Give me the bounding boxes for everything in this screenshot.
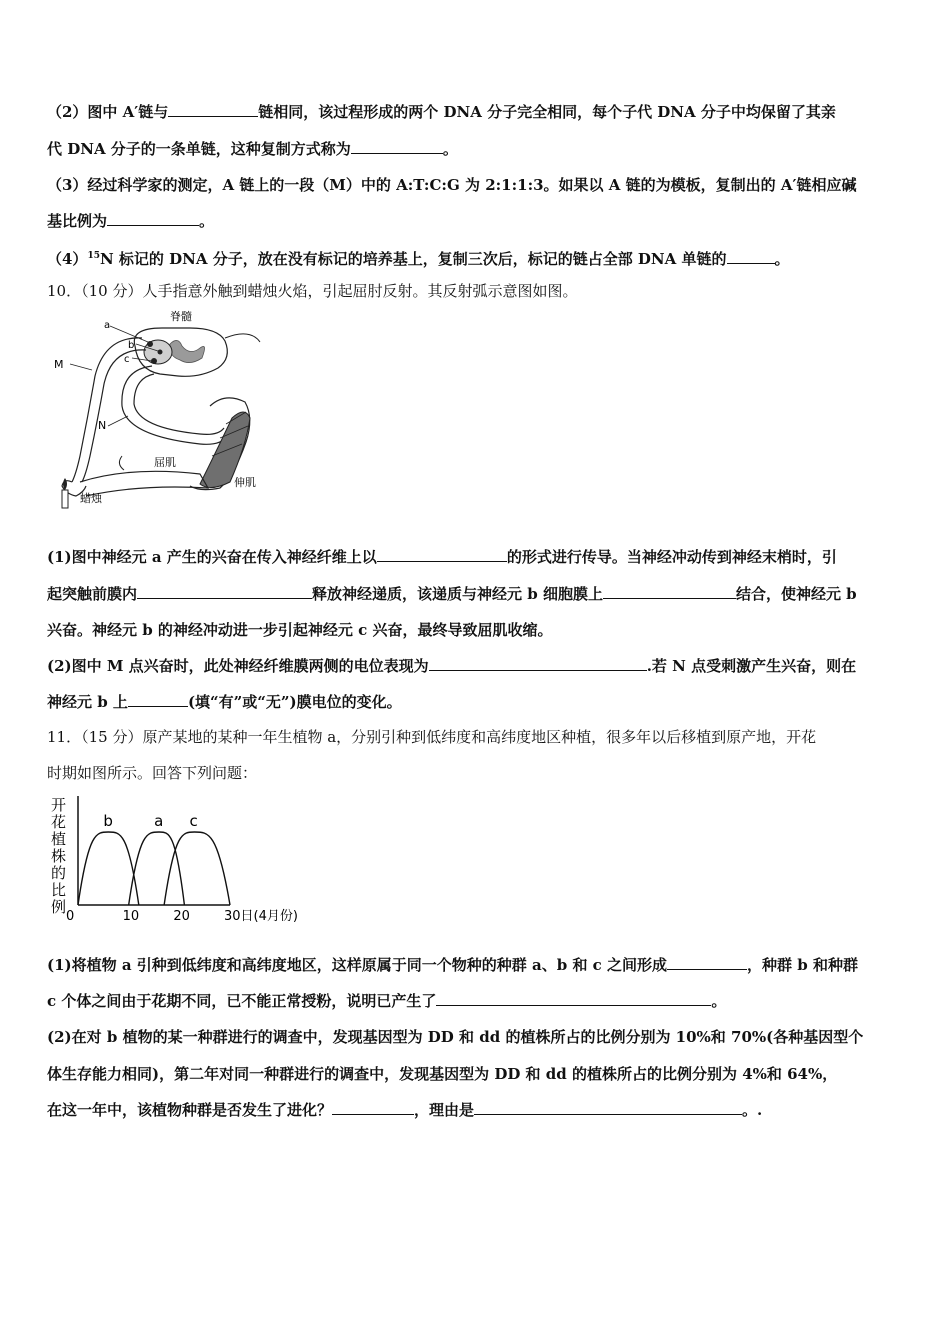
q11-sub1-line1: (1)将植物 a 引种到低纬度和高纬度地区，这样原属于同一个物种的种群 a、b 和 c 之间形成 ，种群 b 和种群 — [47, 956, 858, 974]
answer-blank[interactable] — [351, 139, 443, 154]
q9-part2-line1: （2）图中 A′链与 链相同，该过程形成的两个 DNA 分子完全相同，每个子代 DNA 分子中均保留了其亲 — [47, 103, 836, 121]
series-label-b: b — [103, 812, 113, 830]
answer-blank[interactable] — [603, 584, 736, 599]
q9-part3-line1: （3）经过科学家的测定，A 链上的一段（M）中的 A:T:C:G 为 2:1:1:3。如果以 A 链的为模板，复制出的 A′链相应碱 — [47, 176, 857, 194]
x-tick-label: 20 — [173, 909, 190, 924]
reflex-arc-diagram — [50, 306, 280, 512]
answer-blank[interactable] — [667, 955, 747, 970]
label-extensor: 伸肌 — [234, 476, 256, 489]
label-candle: 蜡烛 — [80, 492, 102, 505]
answer-blank[interactable] — [377, 547, 507, 562]
y-label-char: 例 — [51, 898, 67, 916]
q9-part2-line2: 代 DNA 分子的一条单链，这种复制方式称为 。 — [47, 140, 458, 158]
spinal-cord-edge — [225, 334, 260, 342]
x-tick-label: 0 — [66, 909, 75, 924]
label-flexor: 屈肌 — [154, 456, 176, 469]
q9-part4-line: $(4)^{15}N$ 标记的 DNA 分子，放在没有标记的培养基上，复制三次后，标记的链占全部 DNA 单链的 。 — [47, 250, 790, 268]
q11-sub2-line1: (2)在对 b 植物的某一种群进行的调查中，发现基因型为 DD 和 dd 的植株所占的比例分别为 10%和 70%(各种基因型个 — [47, 1028, 864, 1046]
q10-sub1-line3: 兴奋。神经元 b 的神经冲动进一步引起神经元 c 兴奋，最终导致屈肌收缩。 — [47, 621, 553, 639]
y-label-char: 株 — [51, 847, 67, 865]
y-label-char: 花 — [51, 813, 67, 831]
q10-sub2-line2: 神经元 b 上 (填“有”或“无”)膜电位的变化。 — [47, 693, 402, 711]
answer-blank[interactable] — [429, 656, 647, 671]
q10-sub2-line1: (2)图中 M 点兴奋时，此处神经纤维膜两侧的电位表现为 .若 N 点受刺激产生兴奋，则在 — [47, 657, 857, 675]
grey-matter — [170, 340, 205, 362]
answer-blank[interactable] — [474, 1100, 742, 1115]
answer-blank[interactable] — [168, 102, 258, 117]
series-label-a: a — [154, 812, 164, 830]
flexion-arrow — [119, 456, 124, 470]
candle-icon — [62, 490, 68, 508]
q10-sub1-line2: 起突触前膜内 释放神经递质，该递质与神经元 b 细胞膜上 结合，使神经元 b — [47, 585, 857, 603]
q10-intro: 10．（10 分）人手指意外触到蜡烛火焰，引起屈肘反射。其反射弧示意图如图。 — [47, 282, 578, 300]
x-tick-label: 30日(4月份) — [224, 909, 298, 924]
label-spinal-cord: 脊髓 — [170, 310, 192, 323]
answer-blank[interactable] — [107, 211, 199, 226]
label-b: b — [128, 340, 135, 351]
x-tick-label: 10 — [122, 909, 140, 924]
flowering-chart-svg — [45, 792, 298, 928]
series-label-c: c — [189, 812, 198, 830]
q11-sub1-line2: c 个体之间由于花期不同，已不能正常授粉，说明已产生了 。 — [47, 992, 727, 1010]
answer-blank[interactable] — [436, 991, 711, 1006]
q9-part3-line2: 基比例为 。 — [47, 212, 215, 230]
answer-blank[interactable] — [727, 249, 775, 264]
neuron-b-body — [158, 350, 163, 355]
series-curve-c — [164, 832, 230, 905]
q10-sub1-line1: (1)图中神经元 a 产生的兴奋在传入神经纤维上以 的形式进行传导。当神经冲动传到神经末梢时，引 — [47, 548, 837, 566]
y-label-char: 比 — [51, 881, 67, 899]
answer-blank[interactable] — [137, 584, 312, 599]
label-c: c — [124, 354, 130, 365]
answer-blank[interactable] — [332, 1100, 414, 1115]
q11-intro-line2: 时期如图所示。回答下列问题： — [47, 764, 258, 782]
flowering-chart — [45, 792, 298, 928]
label-a: a — [104, 320, 111, 331]
label-N: N — [98, 419, 107, 432]
answer-blank[interactable] — [128, 692, 188, 707]
q11-intro-line1: 11．（15 分）原产某地的某种一年生植物 a，分别引种到低纬度和高纬度地区种植，很多年以后移植到原产地，开花 — [47, 728, 817, 746]
efferent-nerve-inner — [134, 374, 224, 434]
y-label-char: 的 — [51, 864, 67, 882]
afferent-nerve-outer — [72, 338, 142, 482]
y-axis-label — [51, 796, 66, 916]
y-label-char: 开 — [51, 796, 67, 814]
label-M: M — [54, 358, 64, 371]
efferent-nerve-outer — [122, 366, 228, 444]
reflex-arc-figure — [50, 306, 280, 512]
q11-sub2-line3: 在这一年中，该植物种群是否发生了进化？ ，理由是 。. — [47, 1101, 763, 1119]
y-label-char: 植 — [51, 830, 67, 848]
q11-sub2-line2: 体生存能力相同)，第二年对同一种群进行的调查中，发现基因型为 DD 和 dd 的植株所占的比例分别为 4%和 64%， — [47, 1065, 838, 1083]
